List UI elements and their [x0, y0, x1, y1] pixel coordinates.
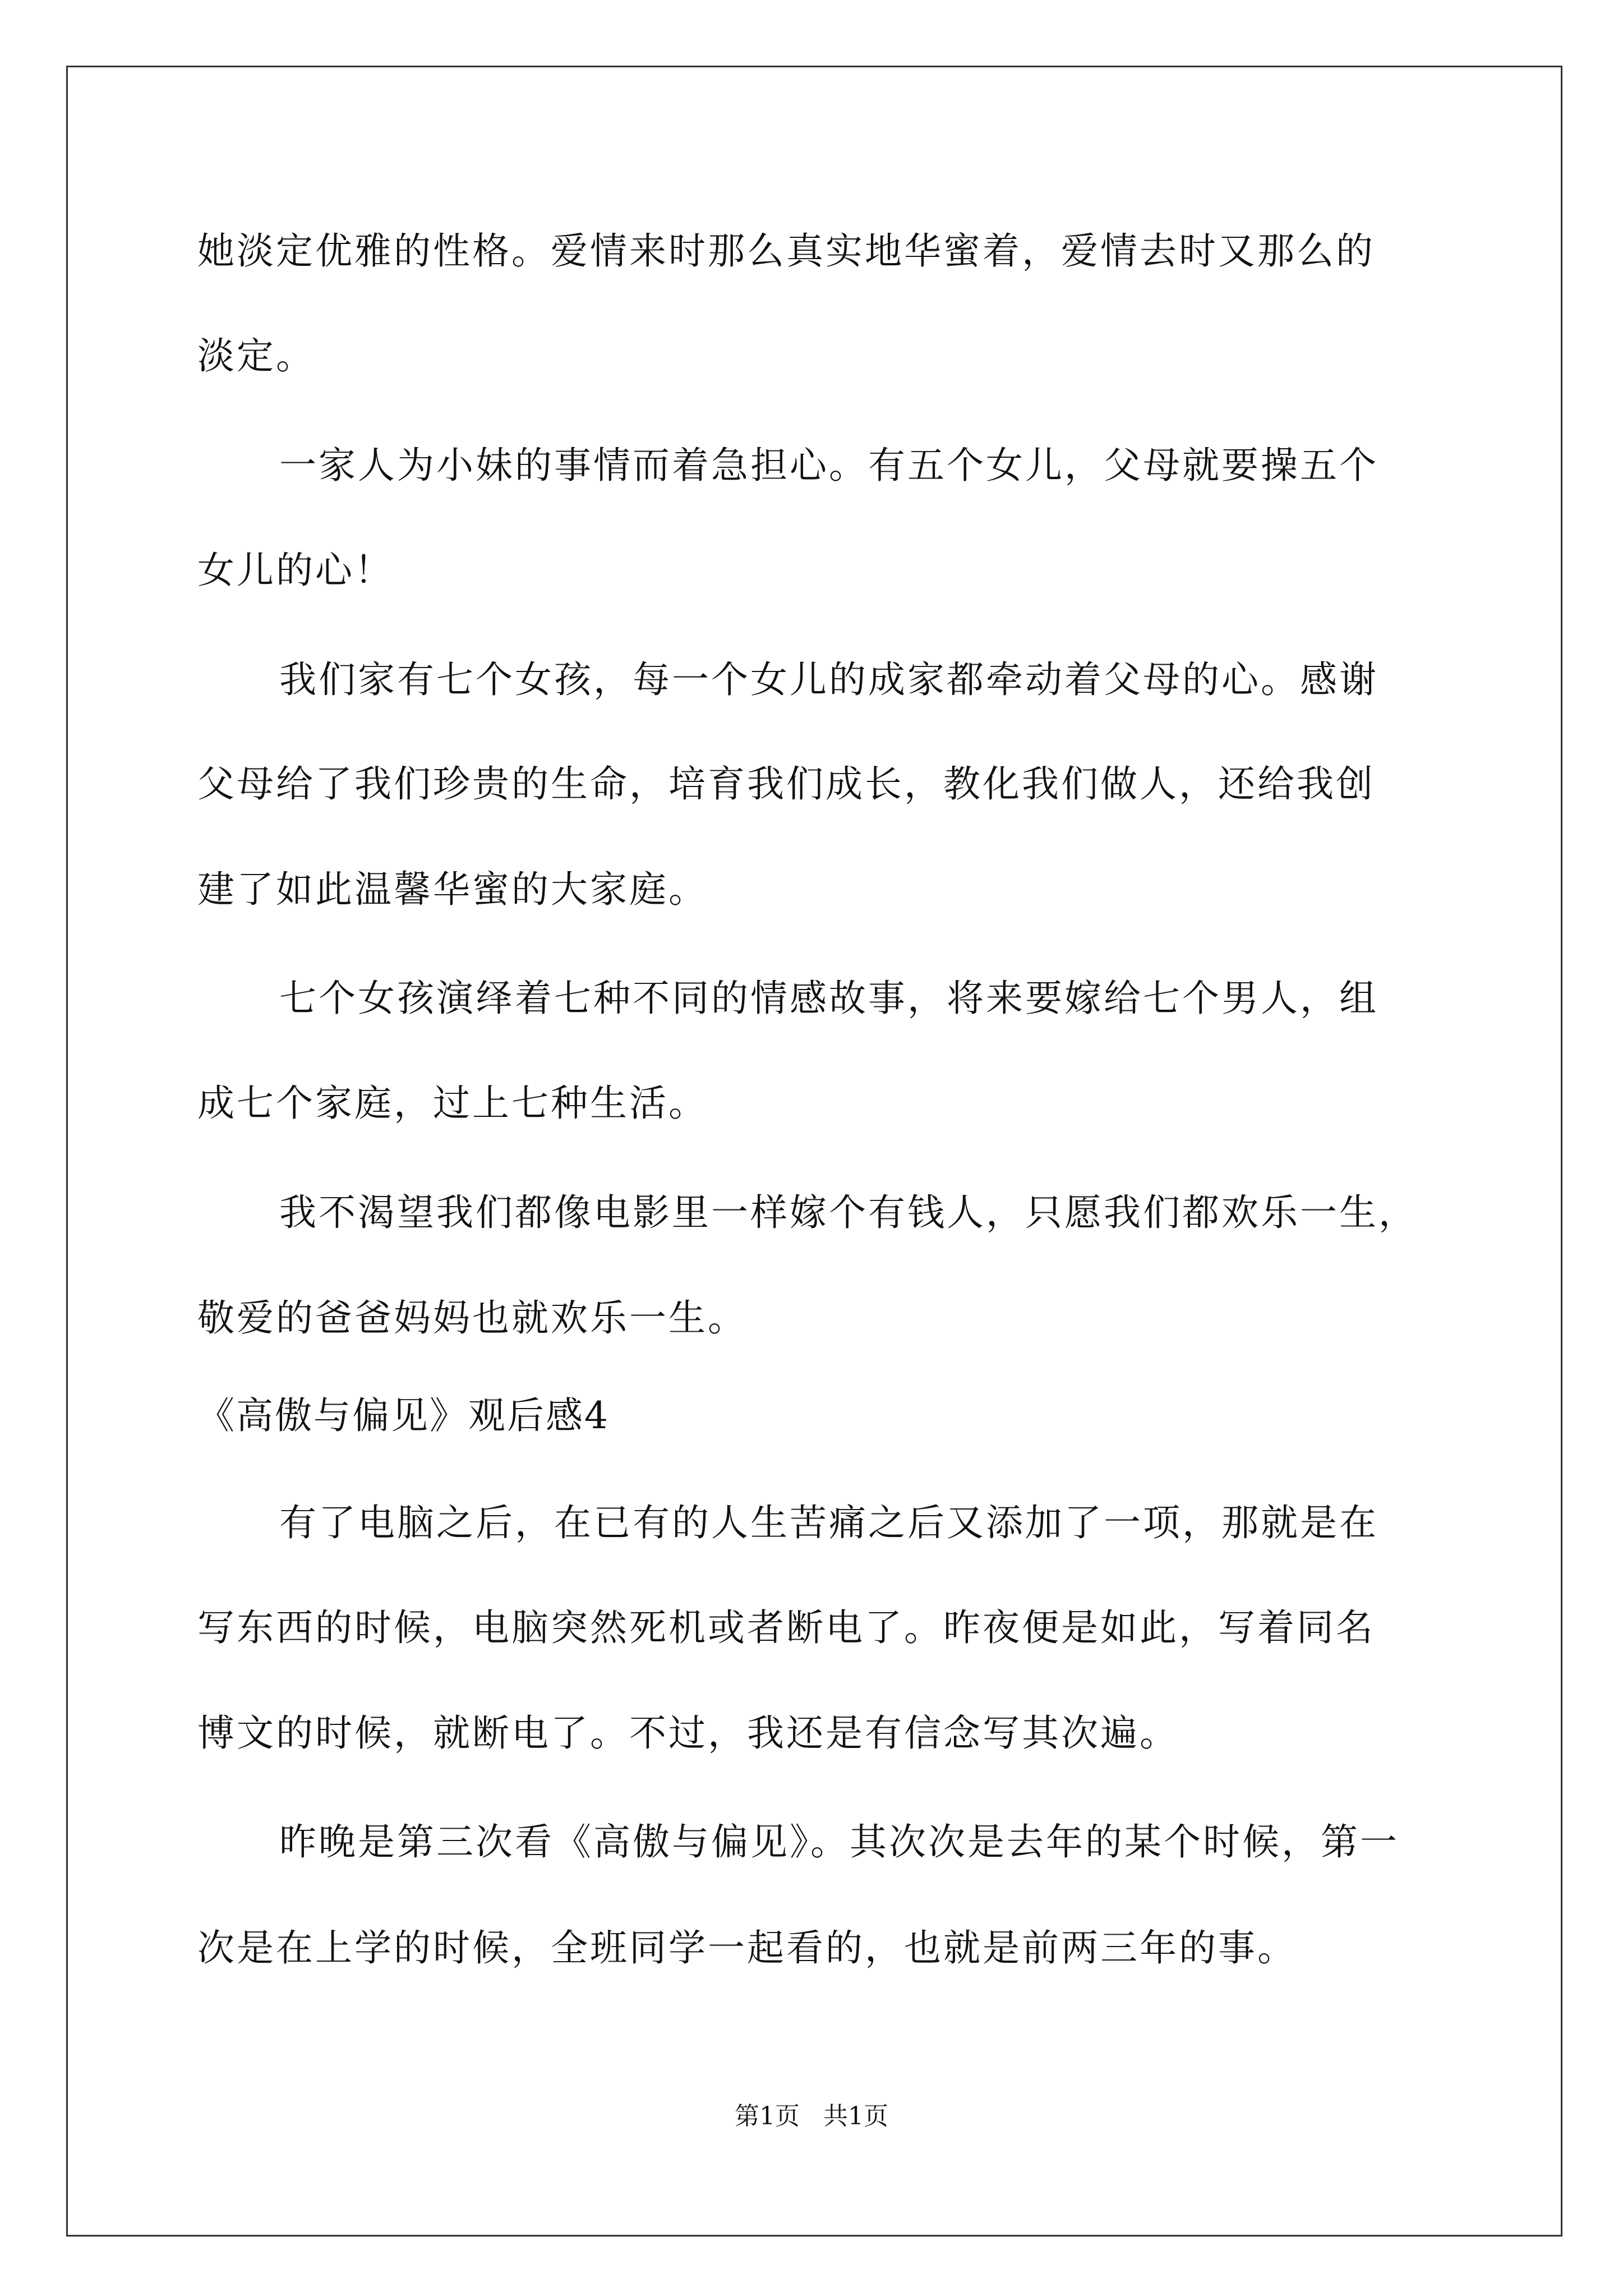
paragraph-start: 我不渴望我们都像电影里一样嫁个有钱人，只愿我们都欢乐一生，	[279, 1191, 1418, 1234]
section-heading: 《高傲与偏见》观后感4	[197, 1394, 610, 1437]
body-line: 建了如此温馨华蜜的大家庭。	[197, 868, 708, 911]
paragraph-start: 我们家有七个女孩，每一个女儿的成家都牵动着父母的心。感谢	[279, 658, 1378, 701]
page-number-footer: 第1页 共1页	[735, 2102, 888, 2131]
body-line: 淡定。	[197, 334, 315, 378]
paragraph-start: 一家人为小妹的事情而着急担心。有五个女儿，父母就要操五个	[279, 444, 1378, 487]
body-line: 她淡定优雅的性格。爱情来时那么真实地华蜜着，爱情去时又那么的	[197, 229, 1375, 273]
body-line: 成七个家庭，过上七种生活。	[197, 1082, 708, 1125]
body-line: 写东西的时候，电脑突然死机或者断电了。昨夜便是如此，写着同名	[197, 1606, 1375, 1649]
body-line: 次是在上学的时候，全班同学一起看的，也就是前两三年的事。	[197, 1926, 1297, 1970]
paragraph-start: 七个女孩演绎着七种不同的情感故事，将来要嫁给七个男人，组	[279, 977, 1378, 1020]
body-line: 父母给了我们珍贵的生命，培育我们成长，教化我们做人，还给我创	[197, 762, 1375, 806]
body-line: 女儿的心！	[197, 549, 394, 592]
paragraph-start: 有了电脑之后，在已有的人生苦痛之后又添加了一项，那就是在	[279, 1501, 1378, 1544]
paragraph-start: 昨晚是第三次看《高傲与偏见》。其次次是去年的某个时候，第一	[279, 1820, 1399, 1864]
body-line: 敬爱的爸爸妈妈也就欢乐一生。	[197, 1296, 747, 1340]
body-line: 博文的时候，就断电了。不过，我还是有信念写其次遍。	[197, 1711, 1179, 1755]
page-border	[66, 66, 1562, 2237]
